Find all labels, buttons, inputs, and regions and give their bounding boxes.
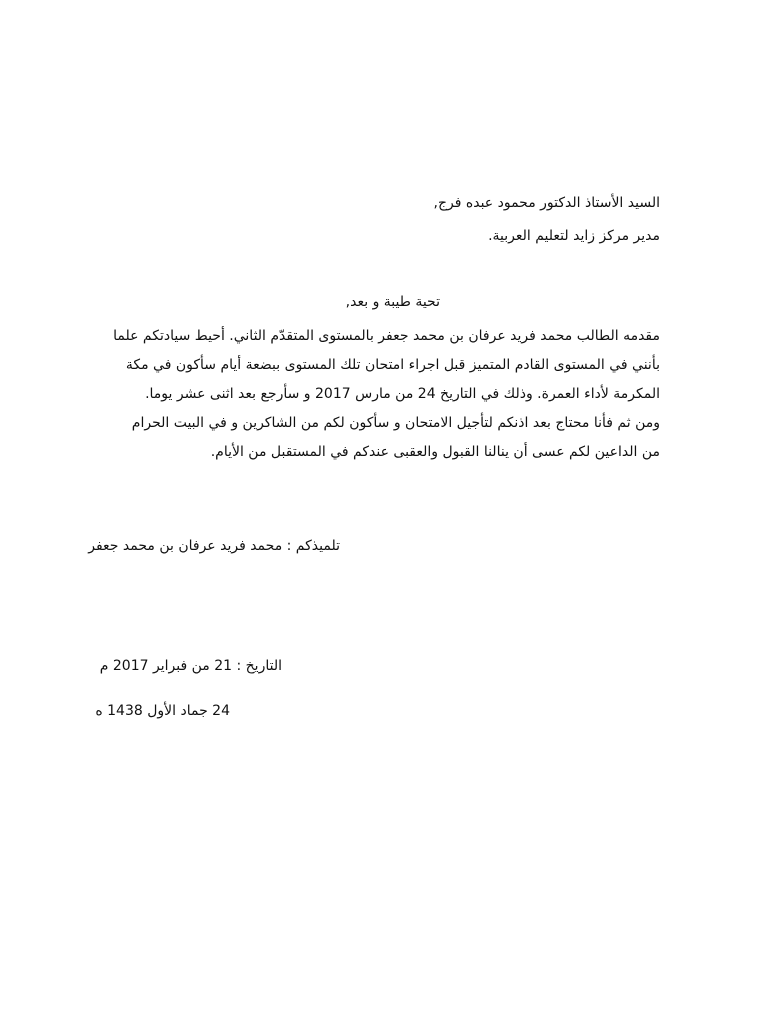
recipient-title: مدير مركز زايد لتعليم العربية. [488,228,660,244]
signature: تلميذكم : محمد فريد عرفان بن محمد جعفر [88,538,340,554]
greeting: تحية طيبة و بعد, [345,294,440,310]
body-line: بأنني في المستوى القادم المتميز قبل اجراء امتحان تلك المستوى ببضعة أيام سأكون في مكة [125,357,660,373]
recipient-name: السيد الأستاذ الدكتور محمود عبده فرج, [433,195,660,211]
body-line: من الداعين لكم عسى أن ينالنا القبول والعقبى عندكم في المستقبل من الأيام. [210,444,660,460]
letter-body [112,322,660,467]
body-line: المكرمة لأداء العمرة. وذلك في التاريخ 24 من مارس 2017 و سأرجع بعد اثنى عشر يوما. [145,386,660,402]
date-hijri: 24 جماد الأول 1438 ه [95,703,230,719]
body-line: مقدمه الطالب محمد فريد عرفان بن محمد جعفر بالمستوى المتقدّم الثاني. أحيط سيادتكم علما [113,328,660,344]
body-line: ومن ثم فأنا محتاج بعد اذنكم لتأجيل الامتحان و سأكون لكم من الشاكرين و في البيت الحرام [131,415,660,431]
date-gregorian: التاريخ : 21 من فبراير 2017 م [99,658,282,674]
